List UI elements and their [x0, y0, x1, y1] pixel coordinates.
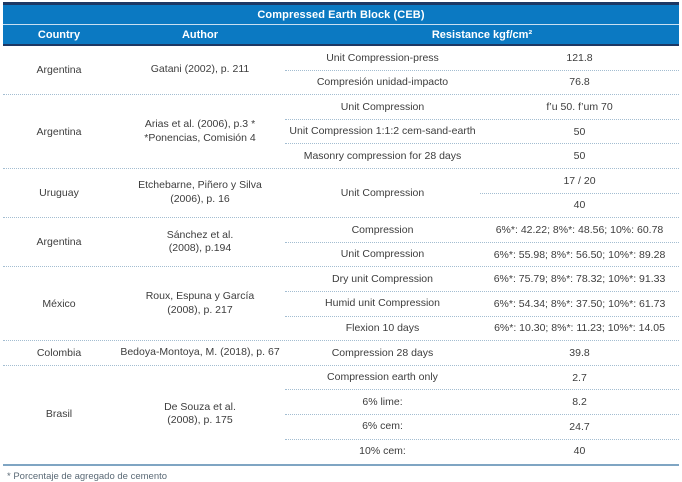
- test-cell: Compression earth only: [327, 371, 438, 384]
- value-cell: 50: [573, 150, 586, 163]
- author-line: De Souza et al.: [164, 400, 236, 413]
- table-row: [285, 316, 679, 341]
- table-row: [285, 242, 679, 267]
- test-cell: 10% cem:: [359, 445, 406, 457]
- value-cell: 39.8: [569, 346, 590, 359]
- value-cell: 40: [573, 445, 586, 458]
- value-cell: 6%*: 54.34; 8%*: 37.50; 10%*: 61.73: [493, 297, 666, 310]
- table-group: [3, 340, 679, 365]
- value-cell: 17 / 20: [563, 174, 596, 187]
- country-cell: Argentina: [36, 125, 82, 138]
- test-cell: 6% cem:: [362, 420, 403, 433]
- table-row: [285, 119, 679, 144]
- value-cell: 6%*: 42.22; 8%*: 48.56; 10%: 60.78: [495, 223, 664, 236]
- author-line: Bedoya-Montoya, M. (2018), p. 67: [120, 346, 280, 359]
- test-cell: Compression: [351, 223, 414, 236]
- value-cell: 6%*: 55.98; 8%*: 56.50; 10%*: 89.28: [493, 248, 666, 261]
- author-line: Gatani (2002), p. 211: [150, 63, 250, 76]
- value-cell: 8.2: [572, 396, 587, 409]
- group-rows: [285, 366, 679, 463]
- group-rows: [285, 218, 679, 266]
- table-row: [285, 70, 679, 95]
- table-row: [285, 366, 679, 390]
- group-rows: [285, 341, 679, 365]
- author-cell: [115, 169, 285, 217]
- author-line: (2008), p.194: [168, 242, 232, 255]
- author-line: Sánchez et al.: [166, 228, 234, 241]
- group-rows: [285, 95, 679, 168]
- column-header-country: Country: [37, 29, 81, 41]
- country-cell: Colombia: [36, 346, 82, 359]
- test-cell: Unit Compression: [340, 186, 425, 199]
- test-cell: Masonry compression for 28 days: [303, 149, 462, 162]
- group-rows: [285, 46, 679, 94]
- country-cell: Argentina: [36, 64, 82, 77]
- test-cell: Flexion 10 days: [345, 322, 420, 335]
- test-cell: Unit Compression 1:1:2 cem-sand-earth: [289, 125, 476, 138]
- table-row: [285, 95, 679, 119]
- author-line: Arias et al. (2006), p.3 *: [144, 117, 256, 130]
- table-row: [285, 389, 679, 414]
- table-row-spanned: [285, 169, 679, 217]
- value-cell: 50: [573, 125, 586, 138]
- author-line: Etchebarne, Piñero y Silva: [138, 179, 262, 192]
- author-line: *Ponencias, Comisión 4: [144, 131, 256, 144]
- table-row: [285, 143, 679, 168]
- test-cell: Compresión unidad-impacto: [316, 76, 449, 89]
- table-row: [285, 414, 679, 439]
- test-cell: Unit Compression: [340, 248, 425, 261]
- author-cell: [115, 341, 285, 365]
- author-line: (2008), p. 217: [167, 303, 233, 316]
- group-rows: [285, 267, 679, 340]
- value-cell: f’u 50. f’um 70: [546, 100, 613, 113]
- table-group: [3, 217, 679, 266]
- column-header-author: Author: [181, 29, 219, 41]
- value-cell: 24.7: [569, 420, 590, 433]
- test-cell: Unit Compression-press: [326, 51, 439, 64]
- table-row: [285, 218, 679, 242]
- table-group: [3, 365, 679, 463]
- value-cell: 6%*: 75.79; 8%*: 78.32; 10%*: 91.33: [493, 273, 666, 286]
- table-row: [285, 341, 679, 365]
- table-row: [285, 291, 679, 316]
- table-row: [285, 46, 679, 70]
- value-cell: 40: [480, 193, 679, 218]
- author-line: (2008), p. 175: [167, 414, 233, 427]
- country-cell: México: [42, 297, 76, 310]
- ceb-table: [3, 2, 679, 482]
- table-group: [3, 94, 679, 168]
- table-row: [285, 267, 679, 291]
- author-line: (2006), p. 16: [170, 193, 230, 206]
- author-cell: [115, 46, 285, 94]
- table-header-row: [3, 25, 679, 46]
- table-group: [3, 46, 679, 94]
- table-row: [285, 439, 679, 464]
- test-cell: Dry unit Compression: [332, 272, 433, 285]
- table-footnote: * Porcentaje de agregado de cemento: [7, 471, 168, 482]
- table-group: [3, 266, 679, 340]
- country-cell: Uruguay: [39, 187, 79, 200]
- author-cell: [115, 218, 285, 266]
- test-cell: Unit Compression: [340, 100, 425, 113]
- group-rows: [285, 169, 679, 217]
- table-title: Compressed Earth Block (CEB): [3, 5, 679, 25]
- value-cell: 76.8: [569, 76, 590, 89]
- author-cell: [115, 366, 285, 463]
- value-cell: 121.8: [566, 51, 593, 64]
- value-cell: 2.7: [572, 371, 587, 384]
- test-cell: Humid unit Compression: [325, 297, 440, 310]
- value-stack: [480, 169, 679, 217]
- author-cell: [115, 267, 285, 340]
- country-cell: Brasil: [45, 408, 73, 421]
- author-cell: [115, 95, 285, 168]
- table-group: [3, 168, 679, 217]
- test-cell: 6% lime:: [362, 395, 403, 408]
- country-cell: Argentina: [36, 236, 82, 249]
- value-cell: 6%*: 10.30; 8%*: 11.23; 10%*: 14.05: [494, 322, 665, 335]
- author-line: Roux, Espuna y García: [145, 290, 255, 303]
- test-cell: Compression 28 days: [331, 346, 434, 359]
- column-header-resistance: Resistance kgf/cm²: [431, 29, 533, 41]
